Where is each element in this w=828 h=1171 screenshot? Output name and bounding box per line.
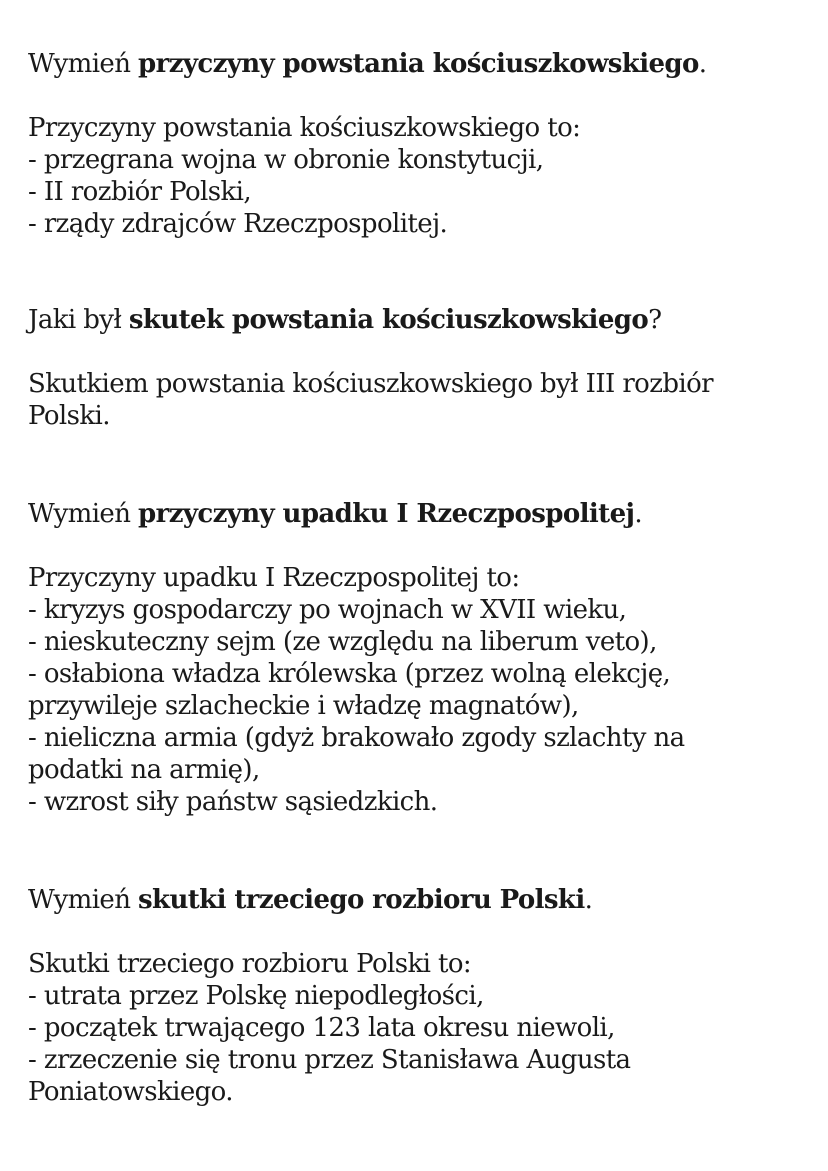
answer-line: Przyczyny powstania kościuszkowskiego to: <box>28 113 581 143</box>
question-3-suffix: . <box>634 499 642 529</box>
answer-line: podatki na armię), <box>28 755 260 785</box>
question-4-bold: skutki trzeciego rozbioru Polski <box>138 885 585 915</box>
question-1-suffix: . <box>698 49 707 79</box>
question-4-prefix: Wymień <box>28 885 139 915</box>
answer-line: - utrata przez Polskę niepodległości, <box>28 981 484 1011</box>
question-1-prefix: Wymień <box>28 49 139 79</box>
answer-line: - II rozbiór Polski, <box>28 177 252 207</box>
answer-line: Skutki trzeciego rozbioru Polski to: <box>28 949 472 979</box>
question-3 <box>28 498 808 530</box>
question-1-bold: przyczyny powstania kościuszkowskiego <box>138 49 699 79</box>
question-2-prefix: Jaki był <box>28 305 129 335</box>
answer-line: - zrzeczenie się tronu przez Stanisława Augusta <box>28 1045 631 1075</box>
document-page <box>28 48 808 1108</box>
question-3-bold: przyczyny upadku I Rzeczpospolitej <box>138 499 635 529</box>
answer-line: Polski. <box>28 401 110 431</box>
answer-line: - wzrost siły państw sąsiedzkich. <box>28 787 438 817</box>
question-4-suffix: . <box>584 885 593 915</box>
answer-line: - rządy zdrajców Rzeczpospolitej. <box>28 209 448 239</box>
answer-line: Przyczyny upadku I Rzeczpospolitej to: <box>28 563 520 593</box>
answer-1 <box>28 112 808 240</box>
question-2-suffix: ? <box>648 305 662 335</box>
answer-line: - nieliczna armia (gdyż brakowało zgody szlachty na <box>28 723 685 753</box>
question-2-bold: skutek powstania kościuszkowskiego <box>128 305 649 335</box>
question-2 <box>28 304 808 336</box>
answer-line: przywileje szlacheckie i władzę magnatów), <box>28 691 579 721</box>
answer-line: Poniatowskiego. <box>28 1077 233 1107</box>
question-1 <box>28 48 808 80</box>
answer-line: - nieskuteczny sejm (ze względu na liberum veto), <box>28 627 657 657</box>
answer-3 <box>28 562 808 818</box>
answer-line: - początek trwającego 123 lata okresu niewoli, <box>28 1013 615 1043</box>
answer-line: Skutkiem powstania kościuszkowskiego był III rozbiór <box>28 369 713 399</box>
question-4 <box>28 884 808 916</box>
answer-line: - kryzys gospodarczy po wojnach w XVII wieku, <box>28 595 627 625</box>
answer-line: - przegrana wojna w obronie konstytucji, <box>28 145 544 175</box>
question-3-prefix: Wymień <box>28 499 139 529</box>
answer-4 <box>28 948 808 1108</box>
answer-2 <box>28 368 808 432</box>
answer-line: - osłabiona władza królewska (przez wolną elekcję, <box>28 659 671 689</box>
